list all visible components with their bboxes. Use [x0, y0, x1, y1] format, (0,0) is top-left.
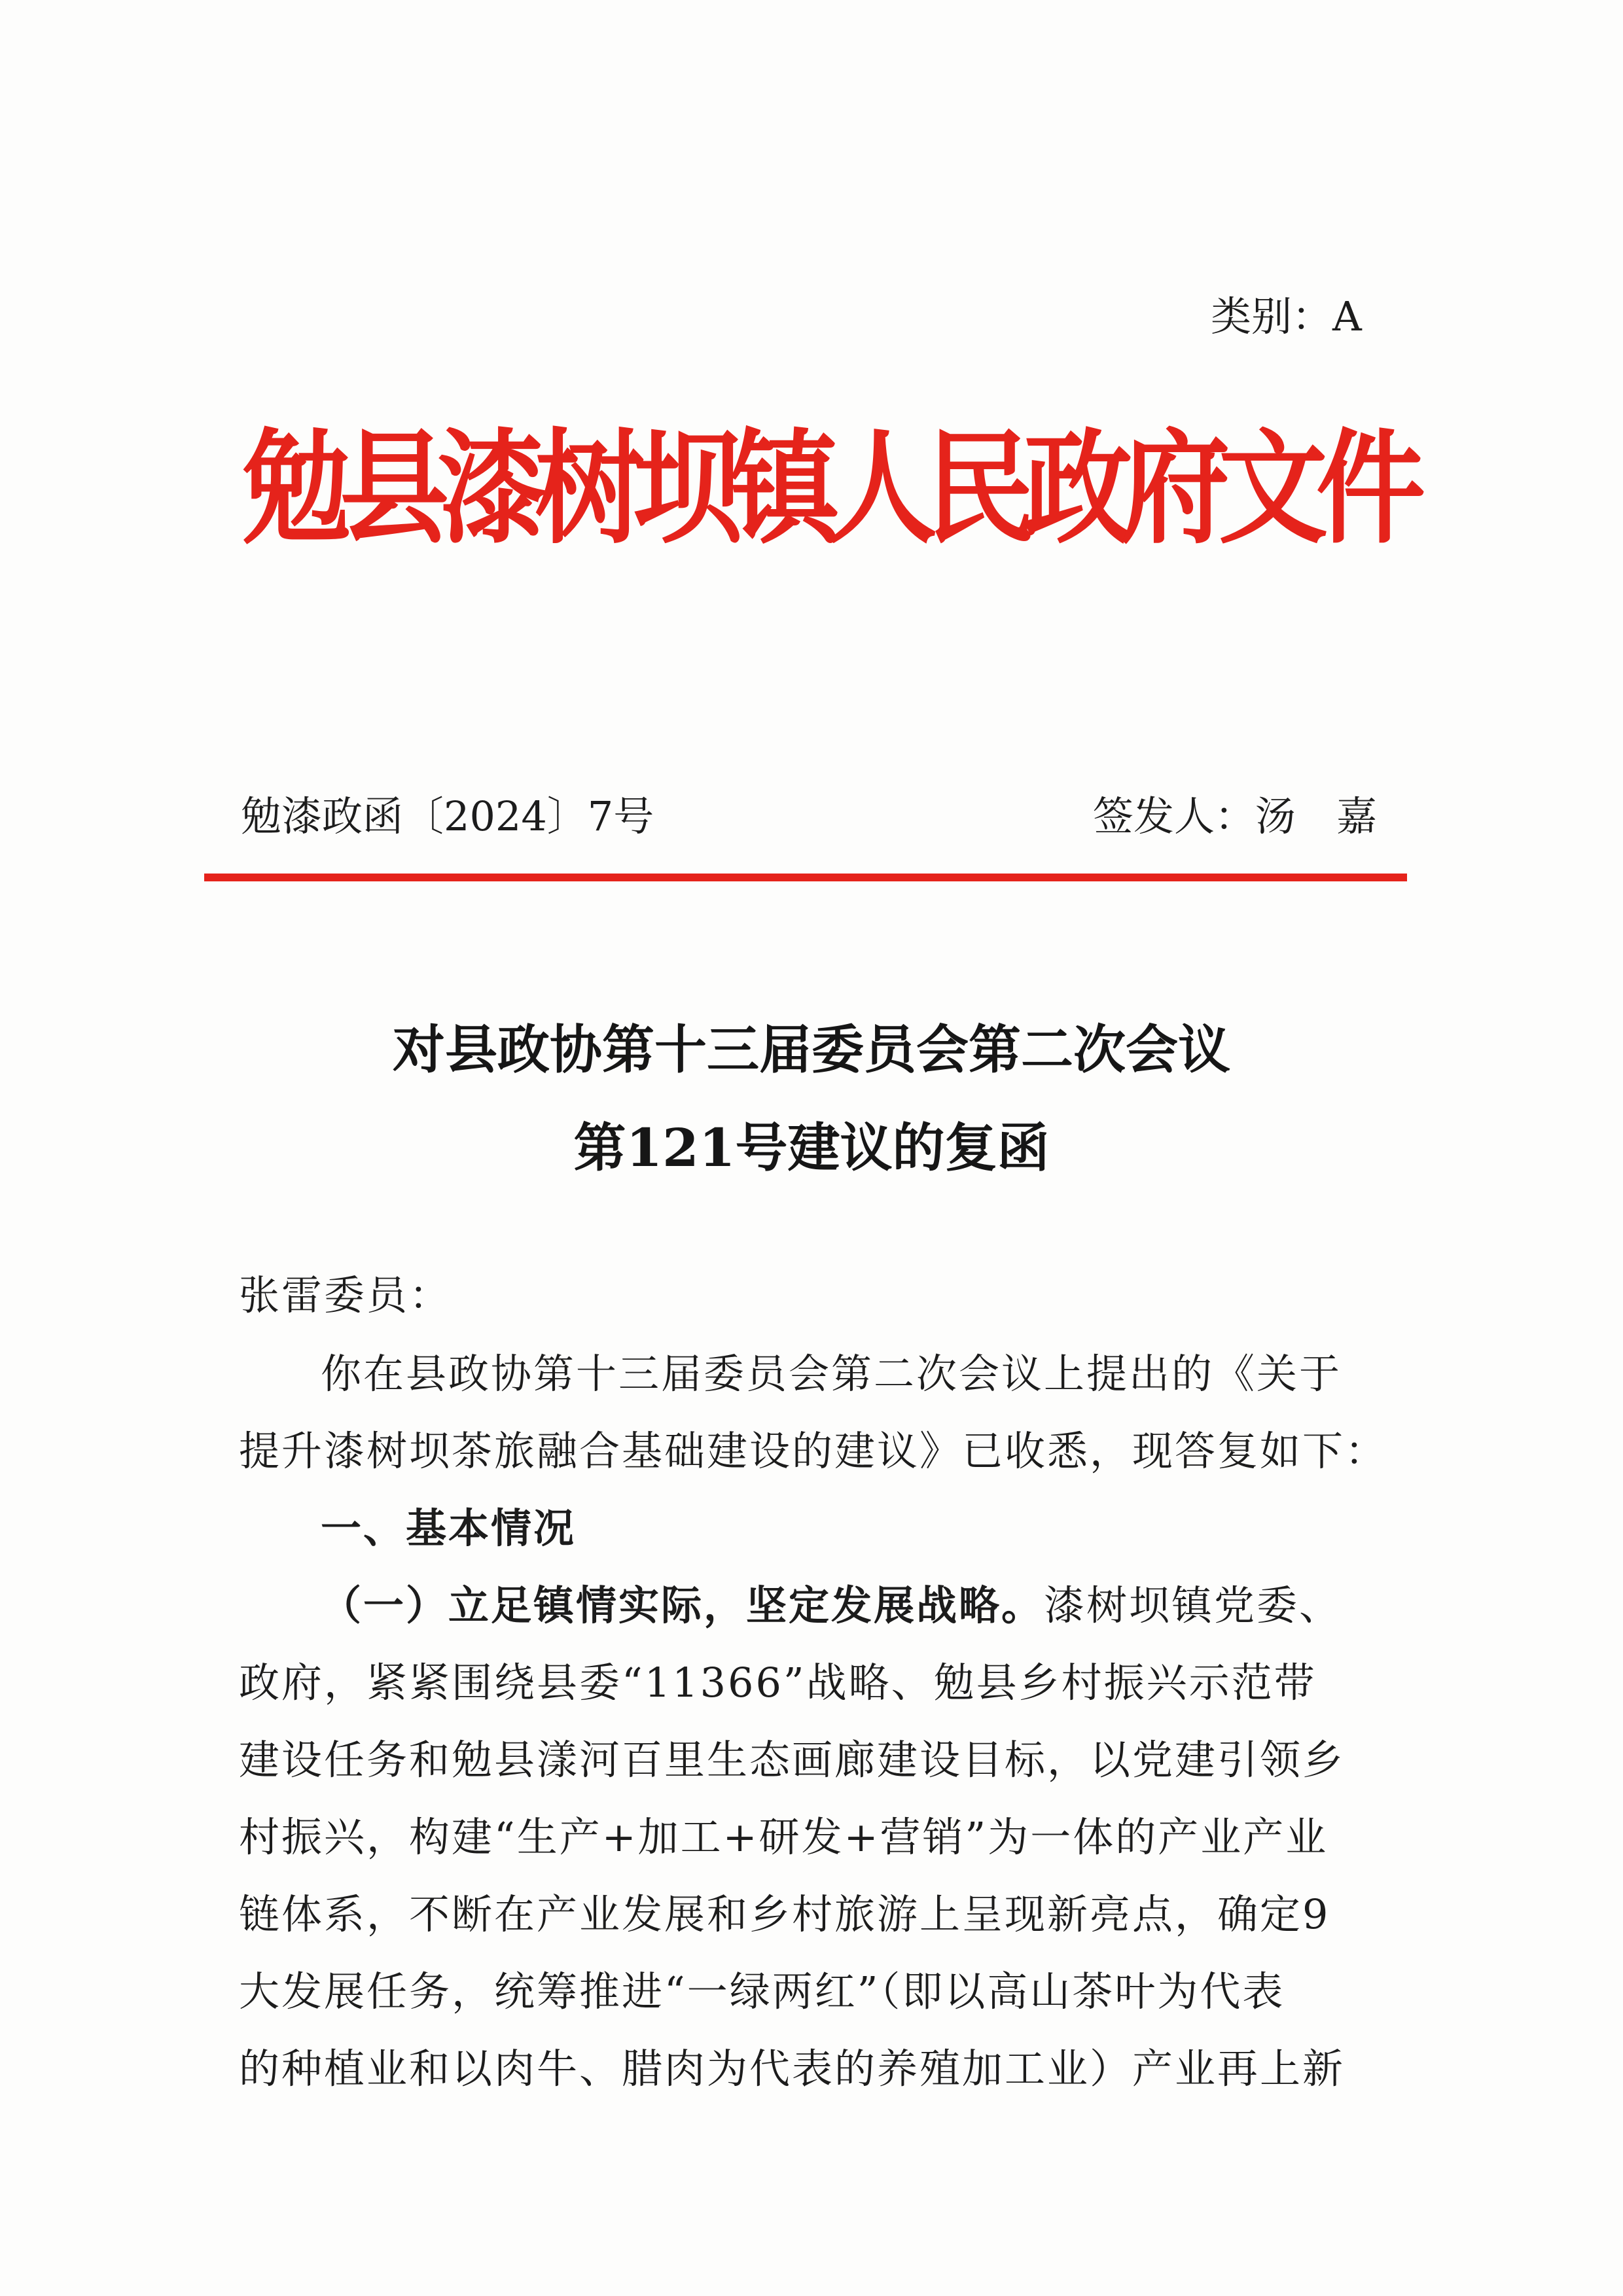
subsection-heading: （一）立足镇情实际，坚定发展战略。 [321, 1581, 1044, 1629]
document-number: 勉漆政函〔2024〕7号 [241, 792, 654, 840]
document-title-line-2: 第121号建议的复函 [573, 1117, 1050, 1178]
paragraph-line: 村振兴，构建“生产+加工+研发+营销”为一体的产业产业 [239, 1813, 1329, 1861]
document-signer: 签发人：汤 嘉 [1092, 792, 1377, 840]
paragraph-line [321, 1573, 1342, 1631]
paragraph-line: 的种植业和以肉牛、腊肉为代表的养殖加工业）产业再上新 [239, 2045, 1346, 2093]
paragraph-line: 建设任务和勉县漾河百里生态画廊建设目标，以党建引领乡 [239, 1736, 1346, 1784]
paragraph-text: 漆树坝镇党委、 [1044, 1581, 1342, 1629]
document-title-line-1: 对县政协第十三届委员会第二次会议 [393, 1019, 1230, 1080]
red-divider-line [204, 874, 1407, 881]
document-category: 类别：A [1211, 292, 1362, 340]
paragraph-line: 政府，紧紧围绕县委“11366”战略、勉县乡村振兴示范带 [239, 1659, 1317, 1706]
paragraph-line: 链体系，不断在产业发展和乡村旅游上呈现新亮点，确定9 [239, 1890, 1330, 1938]
paragraph-line: 大发展任务，统筹推进“一绿两红”（即以高山茶叶为代表 [239, 1968, 1285, 2015]
document-masthead: 勉县漆树坝镇人民政府文件 [242, 417, 1414, 561]
paragraph-line: 提升漆树坝茶旅融合基础建设的建议》已收悉，现答复如下： [239, 1427, 1388, 1475]
paragraph-line: 你在县政协第十三届委员会第二次会议上提出的《关于 [321, 1350, 1342, 1398]
section-heading: 一、基本情况 [321, 1504, 577, 1552]
salutation: 张雷委员： [239, 1271, 452, 1319]
